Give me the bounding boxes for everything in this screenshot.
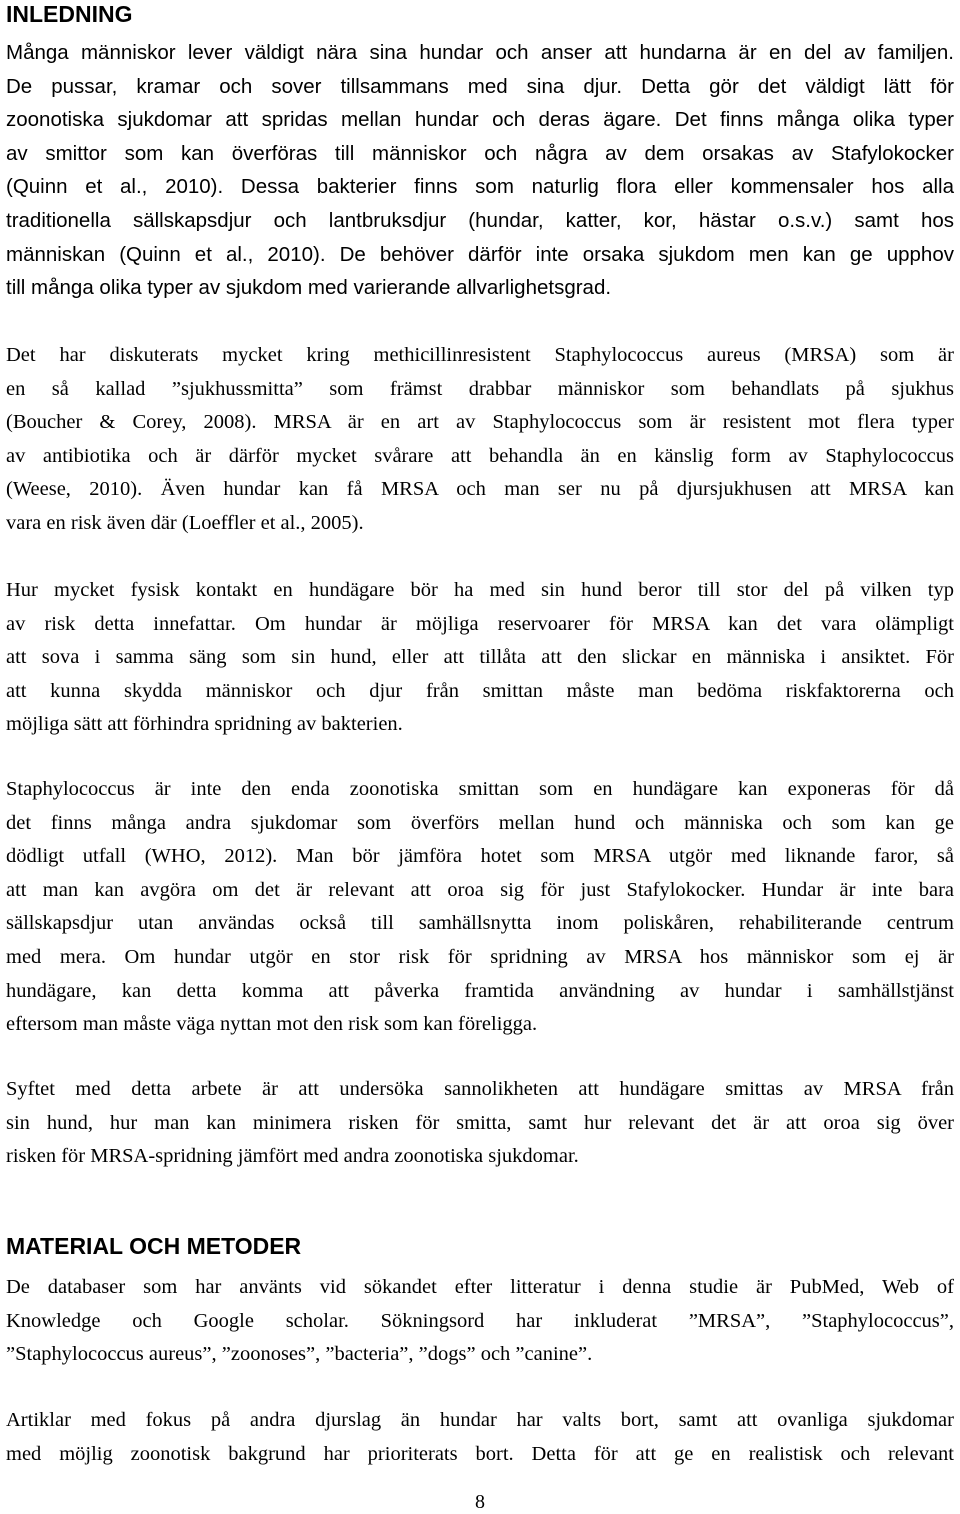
text-line: Det har diskuterats mycket kring methicillinresistent Staphylococcus aureus (MRSA) som är (6, 344, 954, 366)
text-line: av antibiotika och är därför mycket svårare att behandla än en känslig form av Staphylococcus (6, 444, 954, 467)
text-line: zoonotiska sjukdomar att spridas mellan hundar och deras ägare. Det finns många olika typer (6, 108, 954, 132)
methods-paragraph-1 (6, 1271, 954, 1372)
text-line: De pussar, kramar och sover tillsammans med sina djur. Detta gör det väldigt lätt för (6, 74, 954, 98)
text-line: Staphylococcus är inte den enda zoonotiska smittan som en hundägare kan exponeras för då (6, 778, 954, 800)
page-number: 8 (475, 1491, 485, 1513)
section-heading-inledning: INLEDNING (6, 1, 133, 27)
text-line: hundägare, kan detta komma att påverka framtida användning av hundar i samhällstjänst (6, 979, 954, 1002)
text-line: till många olika typer av sjukdom med varierande allvarlighetsgrad. (6, 276, 612, 300)
text-line: att sova i samma säng som sin hund, eller att tillåta att den slickar en människa i ansiktet. För (6, 646, 954, 669)
text-line: sällskapsdjur utan användas också till samhällsnytta inom poliskåren, rehabiliterande centrum (6, 912, 954, 935)
text-line: med möjlig zoonotisk bakgrund har prioriterats bort. Detta för att ge en realistisk och relevant (6, 1442, 954, 1465)
text-line: sin hund, hur man kan minimera risken för smitta, samt hur relevant det är att oroa sig över (6, 1111, 954, 1134)
section-heading-material-och-metoder: MATERIAL OCH METODER (6, 1233, 302, 1259)
intro-paragraph-5 (6, 1073, 954, 1174)
text-line: att man kan avgöra om det är relevant att oroa sig för just Stafylokocker. Hundar är inte bara (6, 878, 954, 901)
intro-paragraph-3 (6, 574, 954, 742)
text-line: vara en risk även där (Loeffler et al., 2005). (6, 511, 364, 534)
text-line: Artiklar med fokus på andra djurslag än hundar har valts bort, samt att ovanliga sjukdomar (6, 1409, 954, 1431)
methods-paragraph-2 (6, 1404, 954, 1471)
text-line: ”Staphylococcus aureus”, ”zoonoses”, ”bacteria”, ”dogs” och ”canine”. (6, 1343, 593, 1366)
text-line: De databaser som har använts vid sökandet efter litteratur i denna studie är PubMed, Web of (6, 1276, 954, 1298)
text-line: traditionella sällskapsdjur och lantbruksdjur (hundar, katter, kor, hästar o.s.v.) samt hos (6, 208, 954, 232)
text-line: av smittor som kan överföras till människor och några av dem orsakas av Stafylokocker (6, 141, 954, 165)
intro-paragraph-4 (6, 773, 954, 1042)
text-line: möjliga sätt att förhindra spridning av bakterien. (6, 713, 403, 736)
text-line: (Quinn et al., 2010). Dessa bakterier finns som naturlig flora eller kommensaler hos alla (6, 175, 954, 199)
text-line: Knowledge och Google scholar. Sökningsord har inkluderat ”MRSA”, ”Staphylococcus”, (6, 1309, 954, 1332)
text-line: av risk detta innefattar. Om hundar är möjliga reservoarer för MRSA kan det vara olämpligt (6, 612, 954, 635)
text-line: Hur mycket fysisk kontakt en hundägare bör ha med sin hund beror till stor del på vilken typ (6, 579, 954, 601)
intro-paragraph-2 (6, 339, 954, 541)
text-line: dödligt utfall (WHO, 2012). Man bör jämföra hotet som MRSA utgör med liknande faror, så (6, 845, 954, 868)
intro-paragraph-1 (6, 36, 954, 305)
text-line: människan (Quinn et al., 2010). De behöver därför inte orsaka sjukdom men kan ge upphov (6, 242, 954, 266)
text-line: en så kallad ”sjukhussmitta” som främst drabbar människor som behandlats på sjukhus (6, 377, 954, 400)
text-line: Syftet med detta arbete är att undersöka sannolikheten att hundägare smittas av MRSA från (6, 1078, 954, 1100)
text-line: (Weese, 2010). Även hundar kan få MRSA och man ser nu på djursjukhusen att MRSA kan (6, 478, 954, 501)
text-line: risken för MRSA-spridning jämfört med andra zoonotiska sjukdomar. (6, 1145, 579, 1168)
text-line: att kunna skydda människor och djur från smittan måste man bedöma riskfaktorerna och (6, 679, 954, 702)
text-line: det finns många andra sjukdomar som överförs mellan hund och människa och som kan ge (6, 811, 954, 834)
text-line: Många människor lever väldigt nära sina hundar och anser att hundarna är en del av familjen. (6, 41, 954, 64)
text-line: eftersom man måste väga nyttan mot den risk som kan föreligga. (6, 1013, 538, 1036)
text-line: med mera. Om hundar utgör en stor risk för spridning av MRSA hos människor som ej är (6, 945, 954, 968)
text-line: (Boucher & Corey, 2008). MRSA är en art av Staphylococcus som är resistent mot flera typer (6, 411, 954, 434)
